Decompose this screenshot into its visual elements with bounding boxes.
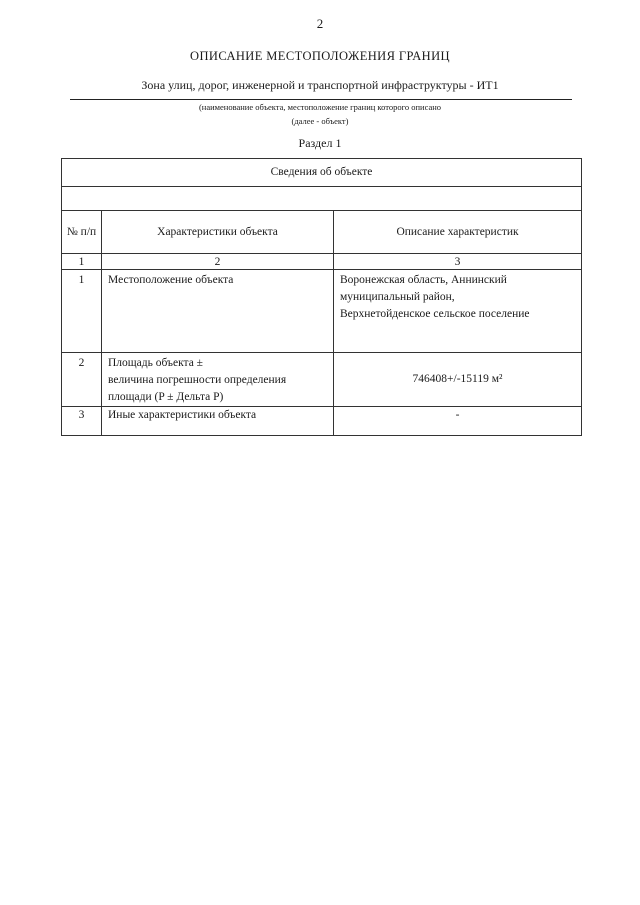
- column-header-description: Описание характеристик: [334, 211, 582, 254]
- table-header: Сведения об объекте: [62, 159, 582, 187]
- description-line: муниципальный район,: [340, 291, 455, 303]
- description-line: Верхнетойденское сельское поселение: [340, 308, 530, 320]
- characteristic-line: Площадь объекта ±: [108, 357, 203, 369]
- column-numbers-row: [62, 254, 582, 270]
- column-number-3: 3: [334, 254, 582, 270]
- object-name-caption-continued: (далее - объект): [291, 116, 349, 126]
- table-row: [62, 353, 582, 407]
- object-name-caption: (наименование объекта, местоположение границ которого описано: [198, 102, 442, 112]
- table-row: [62, 407, 582, 436]
- section-title: Раздел 1: [298, 136, 342, 150]
- object-name-underline: [70, 99, 572, 100]
- row-description: -: [334, 407, 582, 436]
- row-description: [334, 270, 582, 353]
- column-headers-row: [62, 211, 582, 254]
- object-info-table: [61, 158, 582, 436]
- table-blank-row: [62, 187, 582, 211]
- row-characteristic: Местоположение объекта: [102, 270, 334, 353]
- row-number: 1: [62, 270, 102, 353]
- table-blank-cell: [62, 187, 582, 211]
- column-number-1: 1: [62, 254, 102, 270]
- row-characteristic: [102, 353, 334, 407]
- column-header-characteristics: Характеристики объекта: [102, 211, 334, 254]
- row-number: 3: [62, 407, 102, 436]
- table-header-row: [62, 159, 582, 187]
- column-number-2: 2: [102, 254, 334, 270]
- row-description: 746408+/-15119 м²: [334, 353, 582, 407]
- table-row: [62, 270, 582, 353]
- page-number: 2: [316, 16, 324, 31]
- column-header-num: № п/п: [62, 211, 102, 254]
- characteristic-line: площади (P ± Дельта P): [108, 391, 224, 403]
- document-title: ОПИСАНИЕ МЕСТОПОЛОЖЕНИЯ ГРАНИЦ: [190, 49, 450, 63]
- row-number: 2: [62, 353, 102, 407]
- object-name: Зона улиц, дорог, инженерной и транспортной инфраструктуры - ИТ1: [141, 78, 499, 92]
- row-characteristic: Иные характеристики объекта: [102, 407, 334, 436]
- description-line: Воронежская область, Аннинский: [340, 274, 507, 286]
- characteristic-line: величина погрешности определения: [108, 374, 287, 386]
